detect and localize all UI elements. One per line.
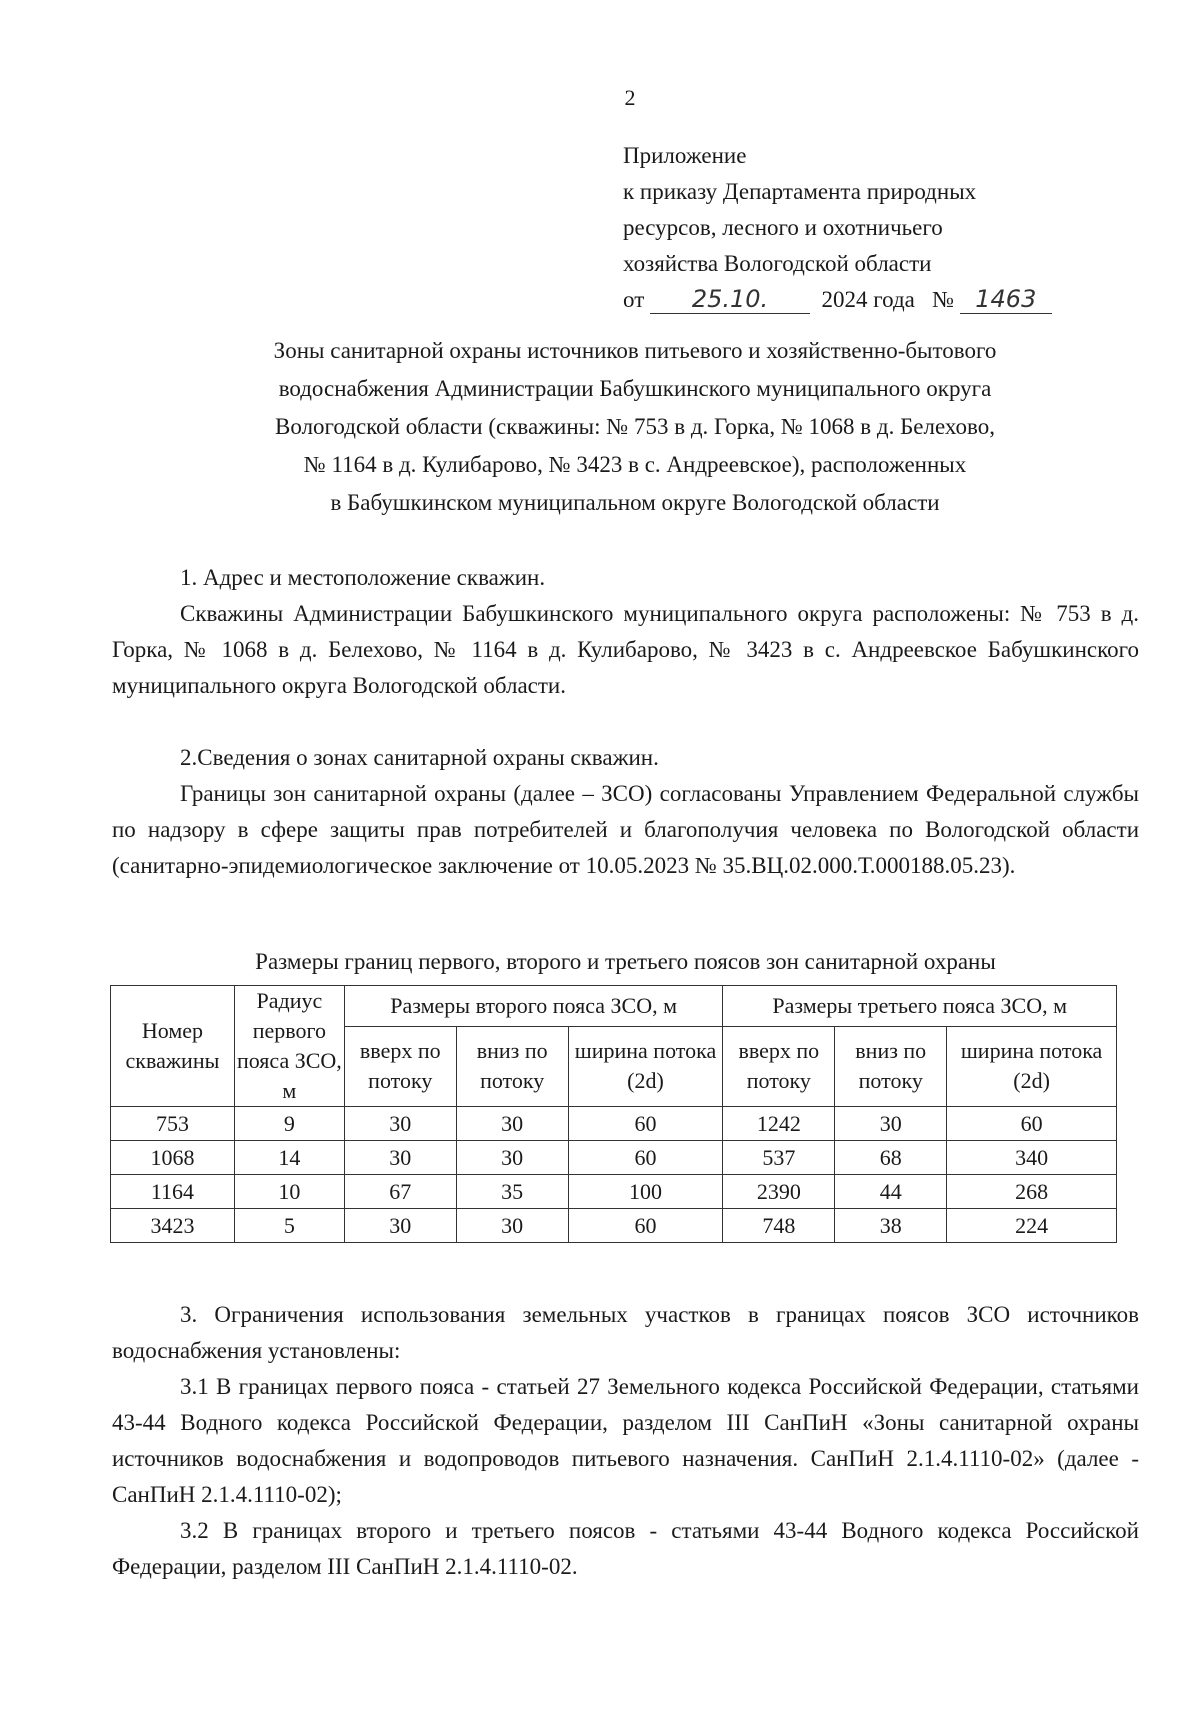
header-radius-first: Радиус первого пояса ЗСО, м	[234, 986, 344, 1107]
section-2-heading: 2.Сведения о зонах санитарной охраны скважин.	[180, 745, 659, 770]
table-cell: 268	[947, 1175, 1117, 1209]
table-cell: 10	[234, 1175, 344, 1209]
title-line: № 1164 в д. Кулибарово, № 3423 в с. Андреевское), расположенных	[303, 452, 967, 477]
table-cell: 340	[947, 1141, 1117, 1175]
section-1-text: Скважины Администрации Бабушкинского муниципального округа расположены: № 753 в д. Горка, № 1068 в д. Белехово, № 1164 в д. Кулибарово, № 3423 в с. Андреевское Бабушкинского муниципального округа Вологодской области.	[112, 601, 1139, 698]
table-cell: 9	[234, 1107, 344, 1141]
table-cell: 67	[344, 1175, 456, 1209]
section-1-heading: 1. Адрес и местоположение скважин.	[180, 565, 546, 590]
table-cell: 1242	[723, 1107, 835, 1141]
sanitary-zones-table	[110, 985, 1117, 1243]
appendix-line: к приказу Департамента природных	[623, 179, 977, 204]
header-upstream: вверх по потоку	[344, 1026, 456, 1106]
table-cell: 30	[456, 1209, 568, 1243]
handwritten-date: 25.10.	[650, 285, 810, 314]
table-cell: 44	[835, 1175, 947, 1209]
header-second-belt: Размеры второго пояса ЗСО, м	[344, 986, 723, 1027]
header-third-belt: Размеры третьего пояса ЗСО, м	[723, 986, 1117, 1027]
table-cell: 60	[568, 1141, 723, 1175]
table-row	[111, 1141, 1117, 1175]
table-cell: 35	[456, 1175, 568, 1209]
title-line: в Бабушкинском муниципальном округе Вологодской области	[330, 490, 940, 515]
appendix-block	[623, 138, 1143, 318]
table-cell: 537	[723, 1141, 835, 1175]
table-cell: 1068	[111, 1141, 235, 1175]
document-title	[150, 332, 1120, 522]
appendix-line: хозяйства Вологодской области	[623, 251, 932, 276]
appendix-line: ресурсов, лесного и охотничьего	[623, 215, 943, 240]
table-cell: 30	[456, 1107, 568, 1141]
table-row	[111, 1107, 1117, 1141]
title-line: Вологодской области (скважины: № 753 в д. Горка, № 1068 в д. Белехово,	[275, 414, 995, 439]
appendix-date-line	[623, 282, 1143, 318]
section-3	[112, 1297, 1139, 1585]
table-cell: 30	[344, 1107, 456, 1141]
table-cell: 30	[344, 1141, 456, 1175]
section-3-1: 3.1 В границах первого пояса - статьей 27 Земельного кодекса Российской Федерации, статьями 43-44 Водного кодекса Российской Федерации, разделом III СанПиН «Зоны санитарной охраны источников водоснабжения и водопроводов питьевого назначения. СанПиН 2.1.4.1110-02» (далее - СанПиН 2.1.4.1110-02);	[112, 1374, 1139, 1507]
table-cell: 5	[234, 1209, 344, 1243]
table-cell: 2390	[723, 1175, 835, 1209]
section-3-2: 3.2 В границах второго и третьего поясов - статьями 43-44 Водного кодекса Российской Федерации, разделом III СанПиН 2.1.4.1110-02.	[112, 1518, 1139, 1579]
table-cell: 60	[568, 1107, 723, 1141]
title-line: Зоны санитарной охраны источников питьевого и хозяйственно-бытового	[273, 338, 997, 363]
table-cell: 38	[835, 1209, 947, 1243]
header-well-number: Номер скважины	[111, 986, 235, 1107]
table-cell: 30	[344, 1209, 456, 1243]
table-cell: 68	[835, 1141, 947, 1175]
handwritten-number: 1463	[960, 285, 1052, 314]
date-prefix: от	[623, 287, 645, 312]
table-cell: 60	[568, 1209, 723, 1243]
table-cell: 30	[456, 1141, 568, 1175]
table-cell: 748	[723, 1209, 835, 1243]
year-text: 2024 года	[821, 287, 915, 312]
section-2-text: Границы зон санитарной охраны (далее – ЗСО) согласованы Управлением Федеральной службы по надзору в сфере защиты прав потребителей и благополучия человека по Вологодской области (санитарно-эпидемиологическое заключение от 10.05.2023 № 35.ВЦ.02.000.Т.000188.05.23).	[112, 781, 1139, 878]
header-downstream: вниз по потоку	[456, 1026, 568, 1106]
table-caption: Размеры границ первого, второго и третьего поясов зон санитарной охраны	[255, 949, 996, 974]
table-cell: 1164	[111, 1175, 235, 1209]
table-cell: 224	[947, 1209, 1117, 1243]
table-cell: 100	[568, 1175, 723, 1209]
table-cell: 30	[835, 1107, 947, 1141]
section-2	[112, 740, 1139, 884]
section-3-heading: 3. Ограничения использования земельных участков в границах поясов ЗСО источников водоснабжения установлены:	[112, 1302, 1139, 1363]
section-1	[112, 560, 1139, 704]
table-cell: 14	[234, 1141, 344, 1175]
header-downstream: вниз по потоку	[835, 1026, 947, 1106]
table-cell: 60	[947, 1107, 1117, 1141]
table-row	[111, 1175, 1117, 1209]
table-cell: 3423	[111, 1209, 235, 1243]
number-sign: №	[932, 287, 955, 312]
table-cell: 753	[111, 1107, 235, 1141]
header-width: ширина потока (2d)	[568, 1026, 723, 1106]
table-row	[111, 1209, 1117, 1243]
header-upstream: вверх по потоку	[723, 1026, 835, 1106]
appendix-line: Приложение	[623, 143, 747, 168]
page-number: 2	[624, 85, 636, 110]
title-line: водоснабжения Администрации Бабушкинского муниципального округа	[278, 376, 992, 401]
header-width: ширина потока (2d)	[947, 1026, 1117, 1106]
